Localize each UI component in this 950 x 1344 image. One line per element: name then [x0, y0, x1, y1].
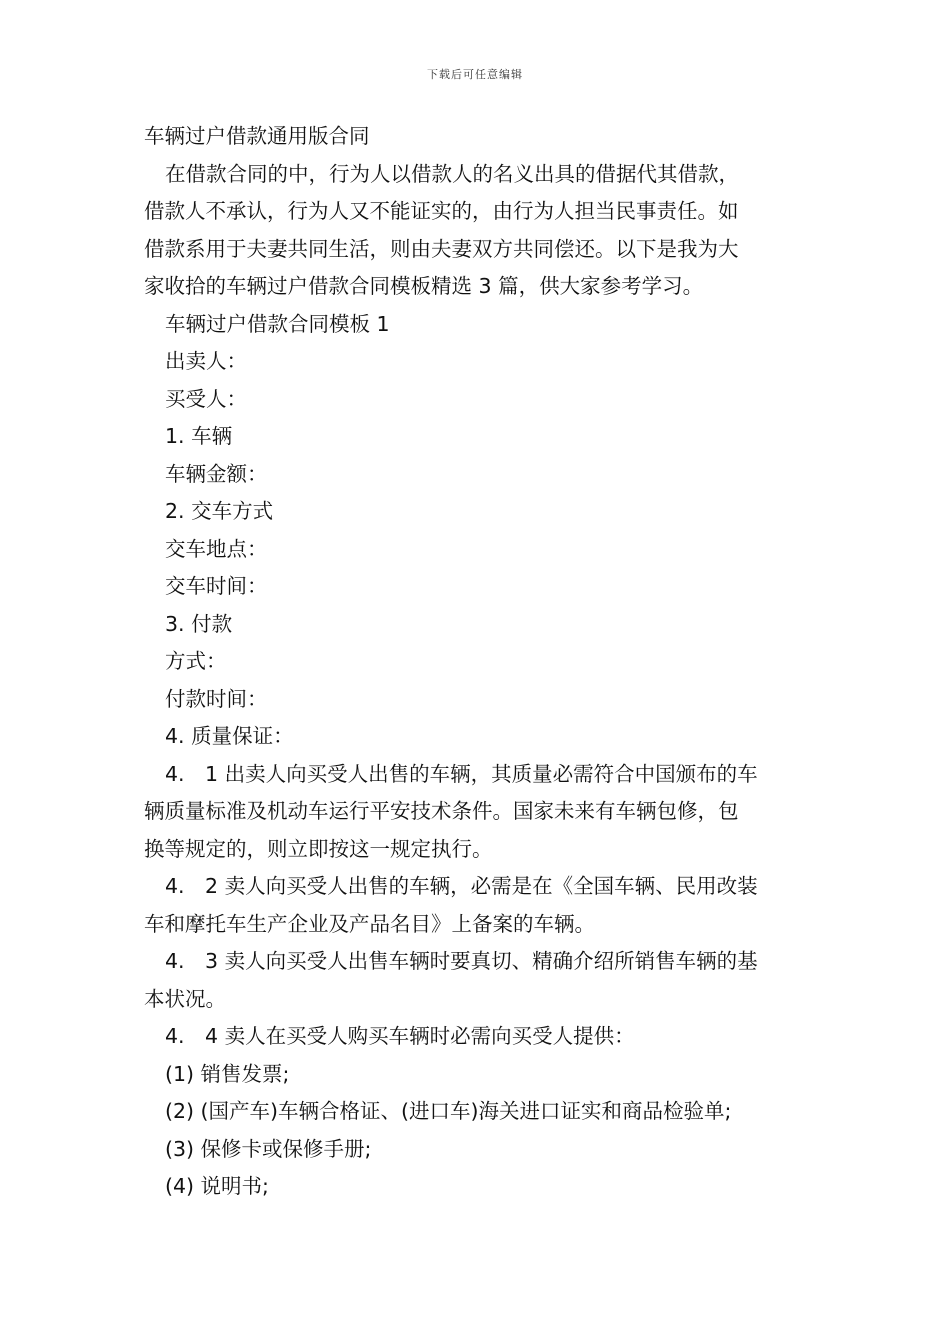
clause-4-2-line: 4. 2 卖人向买受人出售的车辆，必需是在《全国车辆、民用改装 [165, 874, 758, 898]
payment-method-field: 方式： [165, 649, 227, 673]
payment-time-field: 付款时间： [165, 686, 268, 711]
section-heading-delivery: 2. 交车方式 [165, 499, 274, 523]
clause-4-2-line: 车和摩托车生产企业及产品名目》上备案的车辆。 [144, 911, 595, 936]
section-heading-quality: 4. 质量保证： [165, 724, 294, 748]
list-item: (3) 保修卡或保修手册; [165, 1136, 372, 1161]
intro-line: 借款系用于夫妻共同生活，则由夫妻双方共同偿还。以下是我为大 [144, 236, 739, 261]
clause-4-1-line: 换等规定的，则立即按这一规定执行。 [144, 836, 493, 861]
document-title: 车辆过户借款通用版合同 [144, 124, 370, 148]
clause-4-4-line: 4. 4 卖人在买受人购买车辆时必需向买受人提供： [165, 1024, 635, 1048]
seller-field: 出卖人： [165, 349, 247, 373]
intro-line: 借款人不承认，行为人又不能证实的，由行为人担当民事责任。如 [144, 199, 739, 223]
clause-4-1-line: 4. 1 出卖人向买受人出售的车辆，其质量必需符合中国颁布的车 [165, 761, 758, 786]
intro-line: 家收拾的车辆过户借款合同模板精选 3 篇，供大家参考学习。 [144, 274, 704, 298]
header-note: 下载后可任意编辑 [427, 68, 523, 81]
section-heading-payment: 3. 付款 [165, 611, 233, 636]
buyer-field: 买受人： [165, 386, 247, 411]
clause-4-1-line: 辆质量标准及机动车运行平安技术条件。国家未来有车辆包修，包 [144, 799, 739, 823]
intro-line: 在借款合同的中，行为人以借款人的名义出具的借据代其借款， [165, 161, 739, 186]
list-item: (4) 说明书; [165, 1174, 269, 1198]
section-heading-vehicle: 1. 车辆 [165, 424, 233, 448]
clause-4-3-line: 4. 3 卖人向买受人出售车辆时要真切、精确介绍所销售车辆的基 [165, 949, 758, 973]
delivery-place-field: 交车地点： [165, 536, 268, 561]
vehicle-amount-field: 车辆金额： [165, 461, 268, 486]
template-title: 车辆过户借款合同模板 1 [165, 311, 390, 336]
document-body [144, 118, 812, 1206]
delivery-time-field: 交车时间： [165, 574, 268, 598]
list-item: (1) 销售发票; [165, 1061, 290, 1086]
clause-4-3-line: 本状况。 [144, 986, 226, 1011]
list-item: (2) (国产车)车辆合格证、(进口车)海关进口证实和商品检验单; [165, 1099, 732, 1123]
